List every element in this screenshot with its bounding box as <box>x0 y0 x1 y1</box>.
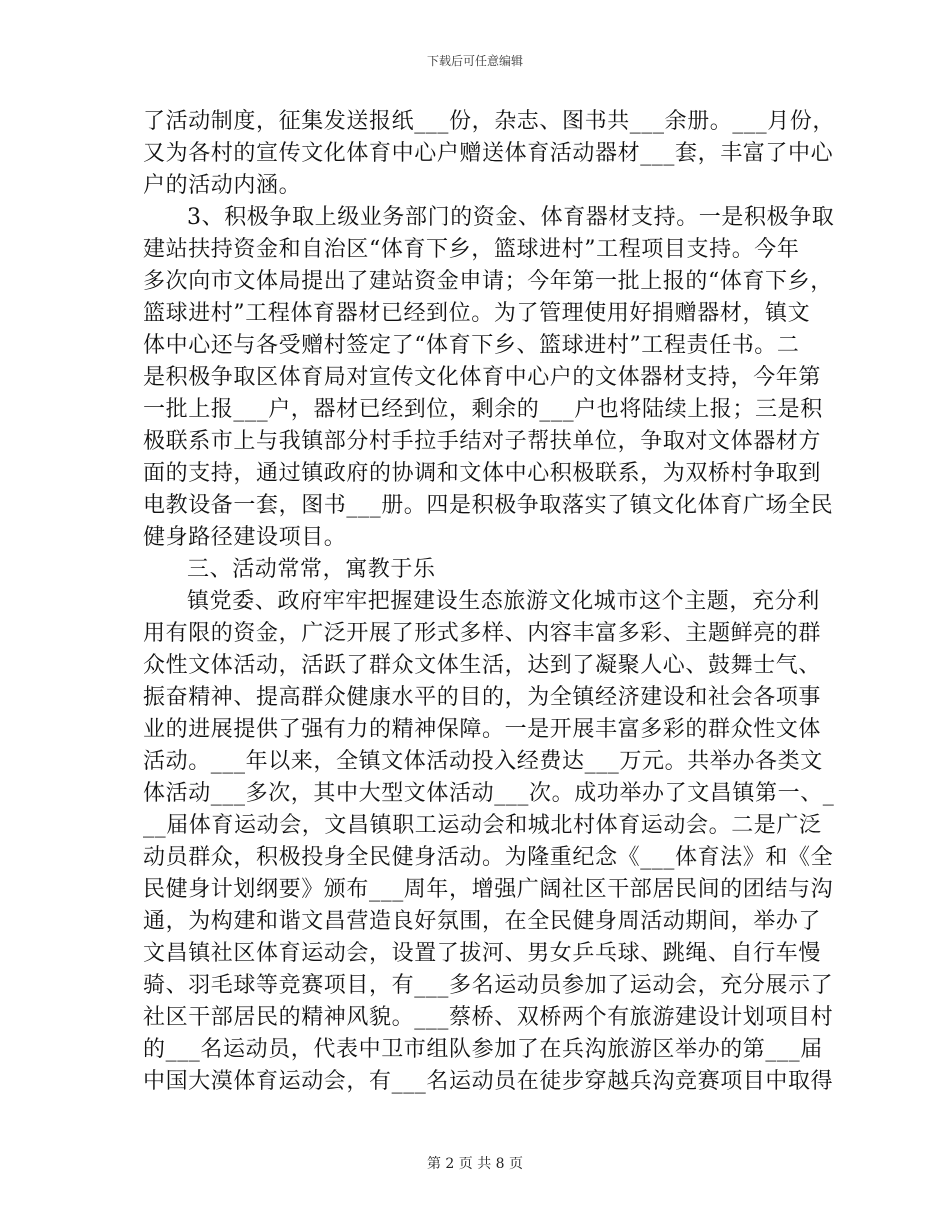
text-line: 篮球进村”工程体育器材已经到位。为了管理使用好捐赠器材，镇文 <box>143 301 811 326</box>
text-line: 众性文体活动，活跃了群众文体生活，达到了凝聚人心、鼓舞士气、 <box>143 653 822 678</box>
text-line: 健身路径建设项目。 <box>143 525 347 550</box>
text-line: 振奋精神、提高群众健康水平的目的，为全镇经济建设和社会各项事 <box>143 685 822 710</box>
text-line: 动员群众，积极投身全民健身活动。为隆重纪念《___体育法》和《全 <box>143 845 834 870</box>
text-line: __届体育运动会，文昌镇职工运动会和城北村体育运动会。二是广泛 <box>143 813 822 838</box>
text-line: 建站扶持资金和自治区“体育下乡，篮球进村”工程项目支持。今年 <box>143 237 800 262</box>
page-number-footer: 第 2 页 共 8 页 <box>426 1156 524 1172</box>
page-header: 下载后可任意编辑 <box>426 54 523 68</box>
text-line: 多次向市文体局提出了建站资金申请；今年第一批上报的“体育下乡， <box>143 269 833 294</box>
text-line: 通，为构建和谐文昌营造良好氛围，在全民健身周活动期间，举办了 <box>143 909 822 934</box>
section-heading: 三、活动常常，寓教于乐 <box>187 557 436 582</box>
text-line: 民健身计划纲要》颁布___周年，增强广阔社区干部居民间的团结与沟 <box>143 877 834 902</box>
text-line: 又为各村的宣传文化体育中心户赠送体育活动器材___套，丰富了中心 <box>143 141 834 166</box>
text-line: 中国大漠体育运动会，有___名运动员在徒步穿越兵沟竞赛项目中取得 <box>143 1069 834 1094</box>
text-line: 了活动制度，征集发送报纸___份，杂志、图书共___余册。___月份， <box>143 109 836 134</box>
paragraph-first-line: 3、积极争取上级业务部门的资金、体育器材支持。一是积极争取 <box>187 205 835 230</box>
text-line: 文昌镇社区体育运动会，设置了拔河、男女乒乓球、跳绳、自行车慢 <box>143 941 822 966</box>
text-line: 体活动___多次，其中大型文体活动___次。成功举办了文昌镇第一、_ <box>143 781 835 806</box>
text-line: 的___名运动员，代表中卫市组队参加了在兵沟旅游区举办的第___届 <box>143 1037 823 1062</box>
document-body <box>143 106 836 1098</box>
text-line: 业的进展提供了强有力的精神保障。一是开展丰富多彩的群众性文体 <box>143 717 822 742</box>
text-line: 电教设备一套，图书___册。四是积极争取落实了镇文化体育广场全民 <box>143 493 834 518</box>
text-line: 用有限的资金，广泛开展了形式多样、内容丰富多彩、主题鲜亮的群 <box>143 621 822 646</box>
text-line: 骑、羽毛球等竞赛项目，有___多名运动员参加了运动会，充分展示了 <box>143 973 834 998</box>
text-line: 社区干部居民的精神风貌。___蔡桥、双桥两个有旅游建设计划项目村 <box>143 1005 834 1030</box>
text-line: 极联系市上与我镇部分村手拉手结对子帮扶单位，争取对文体器材方 <box>143 429 822 454</box>
text-line: 活动。___年以来，全镇文体活动投入经费达___万元。共举办各类文 <box>143 749 823 774</box>
text-line: 户的活动内涵。 <box>143 173 302 198</box>
paragraph-first-line: 镇党委、政府牢牢把握建设生态旅游文化城市这个主题，充分利 <box>187 589 820 614</box>
text-line: 体中心还与各受赠村签定了“体育下乡、篮球进村”工程责任书。二 <box>143 333 800 358</box>
text-line: 一批上报___户，器材已经到位，剩余的___户也将陆续上报；三是积 <box>143 397 823 422</box>
text-line: 面的支持，通过镇政府的协调和文体中心积极联系，为双桥村争取到 <box>143 461 822 486</box>
text-line: 是积极争取区体育局对宣传文化体育中心户的文体器材支持，今年第 <box>143 365 822 390</box>
